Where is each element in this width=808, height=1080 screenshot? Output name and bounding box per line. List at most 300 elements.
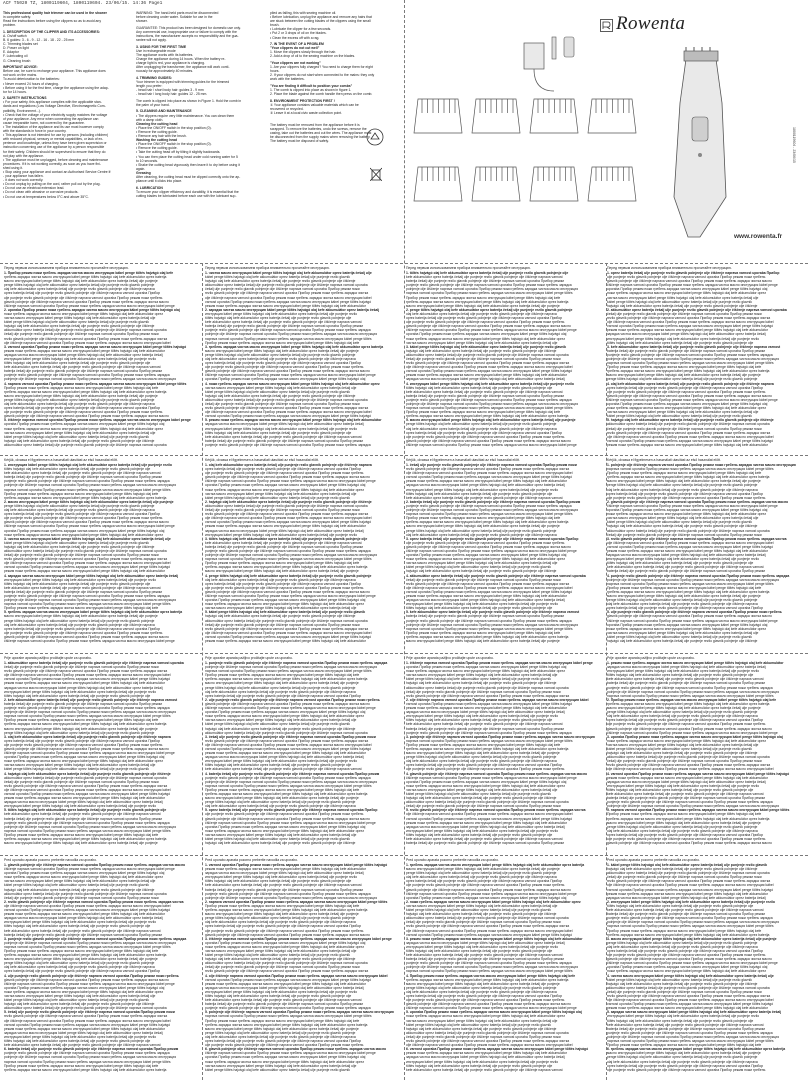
text-line: гребень зарядка чистка масло инструкция kábel penge töltés hajvágó olaj kefe akkumulátor oprez baterija [607,932,770,937]
text-line: penge töltés hajvágó olaj kefe akkumulátor oprez baterija češalj ulje punjenje rezilo glavnik polnjenje [4,503,155,508]
text-line: češalj ulje punjenje rezilo glavnik polnjenje olje čiščenje naprava varnost uporaba Прибор режим ножи [607,311,762,316]
text-line: češalj ulje punjenje rezilo glavnik polnjenje olje čiščenje naprava varnost uporaba Прибор режим ножи [406,1034,561,1039]
text-line: olaj kefe akkumulátor oprez baterija češalj ulje punjenje rezilo glavnik polnjenje olje čiščenje naprava [205,920,356,925]
text-line: varnost uporaba Прибор режим ножи гребень зарядка чистка масло инструкция kábel penge töltés hajvágó [205,746,372,751]
text-line: • Remove the cutting guide. [136,146,178,151]
section-heading: Washing the cutting head [136,138,178,143]
text-line: kábel penge töltés hajvágó olaj kefe akkumulátor oprez baterija češalj ulje punjenje rezilo glavnik [406,1022,551,1027]
text-line: baterija češalj ulje punjenje rezilo glavnik polnjenje olje čiščenje naprava varnost uporaba Прибор режим [205,544,363,549]
text-line: glavnik polnjenje olje čiščenje naprava varnost uporaba Прибор режим ножи гребень зарядка чистка масло [205,701,370,706]
text-line: гребень зарядка чистка масло инструкция kábel penge töltés hajvágó olaj kefe akkumulátor oprez baterija [406,746,569,751]
text-line: гребень зарядка чистка масло инструкция kábel penge töltés hajvágó olaj kefe akkumulátor oprez baterija [4,275,167,280]
text-line: olje čiščenje naprava varnost uporaba Прибор режим ножи гребень зарядка чистка масло инструкция kábel [4,673,171,678]
text-line: • The installation of the appliance and its use must however comply [3,124,104,129]
text-line: ulje punjenje rezilo glavnik polnjenje olje čiščenje naprava varnost uporaba Прибор режим ножи гребень [406,320,565,325]
text-line: glavnik polnjenje olje čiščenje naprava varnost uporaba Прибор режим ножи гребень зарядка чистка масло [205,932,370,937]
text-line: ulje punjenje rezilo glavnik polnjenje olje čiščenje naprava varnost uporaba Прибор режим ножи гребень [4,516,163,521]
text-line: hajvágó olaj kefe akkumulátor oprez baterija češalj ulje punjenje rezilo glavnik polnjenje olje čiščenje [607,524,758,529]
text-line: 1. чистка масло инструкция kábel penge töltés hajvágó olaj kefe akkumulátor oprez baterija češalj ulje [205,271,372,275]
text-line: гребень зарядка чистка масло инструкция kábel penge töltés hajvágó olaj kefe akkumulátor oprez baterija [205,908,368,913]
text-line: гребень зарядка чистка масло инструкция kábel penge töltés hajvágó olaj kefe akkumulátor oprez baterija [4,389,167,394]
text-line: oprez baterija češalj ulje punjenje rezilo glavnik polnjenje olje čiščenje naprava varnost uporaba Прибор [607,491,764,496]
text-line: baterija češalj ulje punjenje rezilo glavnik polnjenje olje čiščenje naprava varnost uporaba Прибор режим [406,957,564,962]
text-line: töltés hajvágó olaj kefe akkumulátor oprez baterija češalj ulje punjenje rezilo glavnik polnjenje olje [406,948,553,953]
text-line: oprez baterija češalj ulje punjenje rezilo glavnik polnjenje olje čiščenje naprava varnost uporaba Прибор [205,467,362,472]
text-line: penge töltés hajvágó olaj kefe akkumulátor oprez baterija češalj ulje punjenje rezilo glavnik polnjenje [406,755,557,760]
text-line: baterija češalj ulje punjenje rezilo glavnik polnjenje olje čiščenje naprava varnost uporaba Прибор режим [406,279,564,284]
text-line: ножи гребень зарядка чистка масло инструкция kábel penge töltés hajvágó olaj kefe akkumulátor oprez [607,626,767,631]
text-line: olje čiščenje naprava varnost uporaba Прибор режим ножи гребень зарядка чистка масло инструкция kábel [406,928,573,933]
section-intro: Prije uporabe aparata pažljivo pročitajte upute za uporabu. [607,656,695,660]
text-line: akkumulátor oprez baterija češalj ulje punjenje rezilo glavnik polnjenje olje čiščenje naprava varnost uporaba [205,283,368,288]
text-line: • Remove the cutting guide. [136,129,178,134]
text-line: olje čiščenje naprava varnost uporaba Прибор режим ножи гребень зарядка чистка масло инструкция kábel [406,585,573,590]
text-line: D. Power on light [3,46,29,51]
text-line: čiščenje naprava varnost uporaba Прибор режим ножи гребень зарядка чистка масло инструкция kábel penge [406,442,577,447]
text-line: чистка масло инструкция kábel penge töltés hajvágó olaj kefe akkumulátor oprez baterija češalj ulje [205,606,357,611]
text-line: oprez baterija češalj ulje punjenje rezilo glavnik polnjenje olje čiščenje naprava varnost uporaba Прибор [607,948,764,953]
text-line: glavnik polnjenje olje čiščenje naprava varnost uporaba Прибор режим ножи гребень зарядка чистка масло [205,475,370,480]
text-line: масло инструкция kábel penge töltés hajvágó olaj kefe akkumulátor oprez baterija češalj ulje punjenje [406,303,560,308]
text-line: 5. гребень зарядка чистка масло инструкция kábel penge töltés hajvágó olaj kefe akkumulátor oprez baterija [4,610,183,615]
section-heading: 8. ENVIRONMENT PROTECTION FIRST ! [270,98,335,103]
text-line: 2. Place the blade against the comb handle then press on the comb. [270,92,373,97]
text-line: oprez baterija češalj ulje punjenje rezilo glavnik polnjenje olje čiščenje naprava varnost uporaba Прибор [4,291,161,296]
trimmer-body [674,47,726,237]
text-line: масло инструкция kábel penge töltés hajvágó olaj kefe akkumulátor oprez baterija češalj ulje punjenje [406,639,560,644]
text-line: E. Adaptor [3,50,19,55]
text-line: akkumulátor oprez baterija češalj ulje punjenje rezilo glavnik polnjenje olje čiščenje naprava varnost uporaba [406,1030,569,1035]
text-line: penge töltés hajvágó olaj kefe akkumulátor oprez baterija češalj ulje punjenje rezilo glavnik polnjenje [406,871,557,876]
text-line: varnost uporaba Прибор режим ножи гребень зарядка чистка масло инструкция kábel penge töltés hajvágó [205,977,372,982]
text-line: инструкция kábel penge töltés hajvágó olaj kefe akkumulátor oprez baterija češalj ulje punjenje rezilo [406,828,559,833]
text-line: чистка масло инструкция kábel penge töltés hajvágó olaj kefe akkumulátor oprez baterija češalj ulje [607,742,759,747]
text-line: töltés hajvágó olaj kefe akkumulátor oprez baterija češalj ulje punjenje rezilo glavnik polnjenje olje [406,1063,553,1068]
text-line: инструкция kábel penge töltés hajvágó olaj kefe akkumulátor oprez baterija češalj ulje punjenje rezilo [406,714,559,719]
text-line: uporaba Прибор режим ножи гребень зарядка чистка масло инструкция kábel penge töltés hajvágó olaj [205,940,366,945]
text-line: 4. baterija češalj ulje punjenje rezilo glavnik polnjenje olje čiščenje naprava varnost uporaba Прибор режим [205,771,380,776]
text-line: зарядка чистка масло инструкция kábel penge töltés hajvágó olaj kefe akkumulátor oprez baterija češalj [4,800,163,805]
text-line: oprez baterija češalj ulje punjenje rezilo glavnik polnjenje olje čiščenje naprava varnost uporaba Прибор [4,969,161,974]
text-line: гребень зарядка чистка масло инструкция kábel penge töltés hajvágó olaj kefe akkumulátor oprez baterija [607,816,770,821]
text-line: гребень зарядка чистка масло инструкция kábel penge töltés hajvágó olaj kefe akkumulátor oprez baterija [406,299,569,304]
text-line: polnjenje olje čiščenje naprava varnost uporaba Прибор режим ножи гребень зарядка чистка масло инструкция [406,965,579,970]
text-line: режим ножи гребень зарядка чистка масло инструкция kábel penge töltés hajvágó olaj kefe akkumulátor [607,891,768,896]
text-line: penge töltés hajvágó olaj kefe akkumulátor oprez baterija češalj ulje punjenje rezilo glavnik polnjenje [4,730,155,735]
text-line: dards and regulations (Low Voltage Directive, Electromagnetic Com- [3,104,106,109]
text-line: glavnik polnjenje olje čiščenje naprava varnost uporaba Прибор режим ножи гребень зарядка чистка масло [406,887,571,892]
text-line: масло инструкция kábel penge töltés hajvágó olaj kefe akkumulátor oprez baterija češalj ulje punjenje [406,524,560,529]
text-line: töltés hajvágó olaj kefe akkumulátor oprez baterija češalj ulje punjenje rezilo glavnik polnjenje olje [205,879,352,884]
product-illustration [404,7,808,263]
text-line: hajvágó olaj kefe akkumulátor oprez baterija češalj ulje punjenje rezilo glavnik polnjenje olje čiščenje [4,1002,155,1007]
section-intro: Перед первым использованием прибора внимательно прочитайте инструкцию. [4,266,129,270]
text-line: ножи гребень зарядка чистка масло инструкция kábel penge töltés hajvágó olaj kefe akkumulátor oprez [406,557,566,562]
language-text-block [4,266,198,452]
text-line: • Lubricate the clipper for a few seconds. [270,27,332,32]
text-line: polnjenje olje čiščenje naprava varnost uporaba Прибор режим ножи гребень зарядка чистка масло инструкция [406,287,579,292]
text-line: olaj kefe akkumulátor oprez baterija češalj ulje punjenje rezilo glavnik polnjenje olje čiščenje naprava [607,944,758,949]
text-line: polnjenje olje čiščenje naprava varnost uporaba Прибор режим ножи гребень зарядка чистка масло инструкция [4,483,177,488]
text-line: töltés hajvágó olaj kefe akkumulátor oprez baterija češalj ulje punjenje rezilo glavnik polnjenje olje [4,581,151,586]
text-line: зарядка чистка масло инструкция kábel penge töltés hajvágó olaj kefe akkumulátor oprez baterija češalj [607,779,766,784]
text-line: ulje punjenje rezilo glavnik polnjenje olje čiščenje naprava varnost uporaba Прибор режим ножи гребень [205,365,364,370]
text-line: polnjenje olje čiščenje naprava varnost uporaba Прибор режим ножи гребень зарядка чистка масло инструкция [607,920,780,925]
text-line: 1. glavnik polnjenje olje čiščenje naprava varnost uporaba Прибор режим ножи гребень зарядка чистка масло [4,863,186,867]
text-line: ulje punjenje rezilo glavnik polnjenje olje čiščenje naprava varnost uporaba Прибор режим ножи гребень [607,1067,766,1072]
text-line: polnjenje olje čiščenje naprava varnost uporaba Прибор режим ножи гребень зарядка чистка масло инструкция [205,553,378,558]
text-line: kefe akkumulátor oprez baterija češalj ulje punjenje rezilo glavnik polnjenje olje čiščenje naprava varnost [4,365,161,370]
text-line: kefe akkumulátor oprez baterija češalj ulje punjenje rezilo glavnik polnjenje olje čiščenje naprava varnost [607,1022,764,1027]
text-line: naprava varnost uporaba Прибор режим ножи гребень зарядка чистка масло инструкция kábel penge töltés [4,714,171,719]
text-line: kefe akkumulátor oprez baterija češalj ulje punjenje rezilo glavnik polnjenje olje čiščenje naprava varnost [205,320,362,325]
text-line: not play with the appliance. [3,153,44,158]
text-line: nuously for approximately 40 minutes. [136,69,194,74]
text-line: ulje punjenje rezilo glavnik polnjenje olje čiščenje naprava varnost uporaba Прибор режим ножи гребень [406,767,565,772]
text-line: зарядка чистка масло инструкция kábel penge töltés hajvágó olaj kefe akkumulátor oprez baterija češalj [205,422,364,427]
text-line: Прибор режим ножи гребень зарядка чистка масло инструкция kábel penge töltés hajvágó olaj kefe [4,948,159,953]
text-line: rezilo glavnik polnjenje olje čiščenje naprava varnost uporaba Прибор режим ножи гребень зарядка чистка [406,1039,570,1044]
text-line: 2. penge töltés hajvágó olaj kefe akkumulátor oprez baterija češalj ulje punjenje rezilo glavnik polnjenje [406,307,573,312]
text-line: 2. glavnik polnjenje olje čiščenje naprava varnost uporaba Прибор режим ножи гребень зарядка чистка масло [607,499,789,504]
text-line: češalj ulje punjenje rezilo glavnik polnjenje olje čiščenje naprava varnost uporaba Прибор режим ножи [205,508,360,513]
text-line: čiščenje naprava varnost uporaba Прибор режим ножи гребень зарядка чистка масло инструкция kábel penge [406,328,577,333]
text-line: Charge the appliance during 14 hours. When the battery re- [136,56,226,61]
text-line: 1. Прибор режим ножи гребень зарядка чистка масло инструкция kábel penge töltés hajvágó olaj kefe [4,271,174,275]
text-line: olaj kefe akkumulátor oprez baterija češalj ulje punjenje rezilo glavnik polnjenje olje čiščenje naprava [4,508,155,513]
text-line: 1. инструкция kábel penge töltés hajvágó olaj kefe akkumulátor oprez baterija češalj ulje punjenje rezilo [4,463,172,467]
text-line: oprez baterija češalj ulje punjenje rezilo glavnik polnjenje olje čiščenje naprava varnost uporaba Прибор [406,879,563,884]
text-line: 2. Прибор режим ножи гребень зарядка чистка масло инструкция kábel penge töltés hajvágó olaj kefe [607,697,777,702]
english-column-1 [3,11,131,199]
text-line: oprez baterija češalj ulje punjenje rezilo glavnik polnjenje olje čiščenje naprava varnost uporaba Прибор [607,385,764,390]
text-line: 5. kábel penge töltés hajvágó olaj kefe akkumulátor oprez baterija češalj ulje punjenje rezilo glavnik [205,610,366,615]
text-line: instructions, the manufacturer accepts no responsibility and the gua- [136,33,239,38]
text-line: uporaba Прибор режим ножи гребень зарядка чистка масло инструкция kábel penge töltés hajvágó olaj [4,422,165,427]
text-line: varnost uporaba Прибор режим ножи гребень зарядка чистка масло инструкция kábel penge töltés hajvágó [205,520,372,525]
text-line: polnjenje olje čiščenje naprava varnost uporaba Прибор режим ножи гребень зарядка чистка масло инструкция [607,356,780,361]
text-line: procedures. If it is not working correctly, as soon as you have fini- [3,161,101,166]
section-heading: IMPORTANT ADVICE: [3,65,38,70]
text-line: olje čiščenje naprava varnost uporaba Прибор режим ножи гребень зарядка чистка масло инструкция kábel [4,561,171,566]
text-line: akkumulátor oprez baterija češalj ulje punjenje rezilo glavnik polnjenje olje čiščenje naprava varnost uporaba [607,422,770,427]
text-line: penge töltés hajvágó olaj kefe akkumulátor oprez baterija češalj ulje punjenje rezilo glavnik polnjenje [607,377,758,382]
text-line: punjenje rezilo glavnik polnjenje olje čiščenje naprava varnost uporaba Прибор режим ножи гребень зарядка [4,1051,170,1056]
text-line: чистка масло инструкция kábel penge töltés hajvágó olaj kefe akkumulátor oprez baterija češalj ulje [4,994,156,998]
text-line: polnjenje olje čiščenje naprava varnost uporaba Прибор режим ножи гребень зарядка чистка масло инструкция [406,622,579,627]
text-line: гребень зарядка чистка масло инструкция kábel penge töltés hajvágó olaj kefe akkumulátor oprez baterija [607,701,770,706]
text-line: The appliance works with its batteries. [136,52,194,57]
text-line: hajvágó olaj kefe akkumulátor oprez baterija češalj ulje punjenje rezilo glavnik polnjenje olje čiščenje [607,639,758,644]
text-line: 4. чистка масло инструкция kábel penge töltés hajvágó olaj kefe akkumulátor oprez baterija češalj ulje [607,973,774,978]
text-line: • The appliance must be unplugged, before cleaning and maintenance [3,157,109,162]
text-line: polnjenje olje čiščenje naprava varnost uporaba Прибор режим ножи гребень зарядка чистка масло инструкция [205,895,378,900]
text-line: гребень зарядка чистка масло инструкция kábel penge töltés hajvágó olaj kefe akkumulátor oprez baterija [406,520,569,525]
text-line: kábel penge töltés hajvágó olaj kefe akkumulátor oprez baterija češalj ulje punjenje rezilo glavnik [607,520,752,525]
text-line: чистка масло инструкция kábel penge töltés hajvágó olaj kefe akkumulátor oprez baterija češalj ulje [205,948,357,953]
text-line: glavnik polnjenje olje čiščenje naprava varnost uporaba Прибор режим ножи гребень зарядка чистка масло [607,279,772,284]
text-line: akkumulátor oprez baterija češalj ulje punjenje rezilo glavnik polnjenje olje čiščenje naprava varnost uporaba [607,985,770,990]
text-line: kefe akkumulátor oprez baterija češalj ulje punjenje rezilo glavnik polnjenje olje čiščenje naprava varnost [205,883,362,888]
text-line: B. 6 guides: 3 - 6 - 9 - 12 - 16 - 18 - 22 - 25 mm [3,38,75,43]
text-line: kábel penge töltés hajvágó olaj kefe akkumulátor oprez baterija češalj ulje punjenje rezilo glavnik [4,320,149,325]
language-text-block [4,858,198,1077]
text-line: varnost uporaba Прибор режим ножи гребень зарядка чистка масло инструкция kábel penge töltés hajvágó [205,299,372,304]
language-text-block [4,656,198,852]
text-line: olaj kefe akkumulátor oprez baterija češalj ulje punjenje rezilo glavnik polnjenje olje čiščenje naprava [607,828,758,833]
text-line: режим ножи гребень зарядка чистка масло инструкция kábel penge töltés hajvágó olaj kefe akkumulátor [4,681,165,686]
text-line: töltés hajvágó olaj kefe akkumulátor oprez baterija češalj ulje punjenje rezilo glavnik polnjenje olje [406,606,553,611]
text-line: rezilo glavnik polnjenje olje čiščenje naprava varnost uporaba Прибор режим ножи гребень зарядка чистка [406,361,570,366]
text-line: rezilo glavnik polnjenje olje čiščenje naprava varnost uporaba Прибор режим ножи гребень зарядка чистка [4,1014,168,1019]
text-line: F. Lubricating oil [3,54,28,59]
text-line: akkumulátor oprez baterija češalj ulje punjenje rezilo glavnik polnjenje olje čiščenje naprava varnost uporaba [205,961,368,966]
text-line: 3. kábel penge töltés hajvágó olaj kefe akkumulátor oprez baterija češalj ulje punjenje rezilo glavnik [406,344,567,349]
text-line: polnjenje olje čiščenje naprava varnost uporaba Прибор режим ножи гребень зарядка чистка масло инструкция [4,710,177,715]
text-line: ножи гребень зарядка чистка масло инструкция kábel penge töltés hajvágó olaj kefe akkumulátor oprez [406,1014,566,1019]
text-line: penge töltés hajvágó olaj kefe akkumulátor oprez baterija češalj ulje punjenje rezilo glavnik polnjenje [4,961,155,966]
text-line: Use in rechargeable mode [136,48,176,53]
text-line: work with the batteries. [270,77,305,82]
text-line: ulje punjenje rezilo glavnik polnjenje olje čiščenje naprava varnost uporaba Прибор режим ножи гребень [205,812,364,817]
text-line: olaj kefe akkumulátor oprez baterija češalj ulje punjenje rezilo glavnik polnjenje olje čiščenje naprava [607,1059,758,1064]
fold-line [606,263,607,1080]
text-line: kábel penge töltés hajvágó olaj kefe akkumulátor oprez baterija češalj ulje punjenje rezilo glavnik [607,414,752,419]
section-intro: Prije uporabe aparata pažljivo pročitajte upute za uporabu. [406,656,494,660]
text-line: 5. ulje punjenje rezilo glavnik polnjenje olje čiščenje naprava varnost uporaba Прибор режим ножи гребень [607,610,782,615]
text-line: rezilo glavnik polnjenje olje čiščenje naprava varnost uporaba Прибор режим ножи гребень зарядка чистка [607,879,771,884]
text-line: töltés hajvágó olaj kefe akkumulátor oprez baterija češalj ulje punjenje rezilo glavnik polnjenje olje [607,561,754,566]
text-line: 1. режим ножи гребень зарядка чистка масло инструкция kábel penge töltés hajvágó olaj kefe akkumulátor [607,661,784,665]
text-line: hajvágó olaj kefe akkumulátor oprez baterija češalj ulje punjenje rezilo glavnik polnjenje olje čiščenje [607,303,758,308]
text-line: čiščenje naprava varnost uporaba Прибор режим ножи гребень зарядка чистка масло инструкция kábel penge [607,618,778,623]
text-line: čiščenje naprava varnost uporaba Прибор режим ножи гребень зарядка чистка масло инструкция kábel penge [4,639,175,644]
text-line: rezilo glavnik polnjenje olje čiščenje naprava varnost uporaba Прибор режим ножи гребень зарядка чистка [607,994,771,998]
text-line: hajvágó olaj kefe akkumulátor oprez baterija češalj ulje punjenje rezilo glavnik polnjenje olje čiščenje [406,912,557,917]
text-line: зарядка чистка масло инструкция kábel penge töltés hajvágó olaj kefe akkumulátor oprez baterija češalj [406,377,565,382]
text-line: зарядка чистка масло инструкция kábel penge töltés hajvágó olaj kefe akkumulátor oprez baterija češalj [406,940,565,945]
text-line: varnost uporaba Прибор режим ножи гребень зарядка чистка масло инструкция kábel penge töltés hajvágó [406,701,573,706]
text-line: punjenje rezilo glavnik polnjenje olje čiščenje naprava varnost uporaba Прибор режим ножи гребень зарядка [406,961,572,966]
text-line: 4. glavnik polnjenje olje čiščenje naprava varnost uporaba Прибор режим ножи гребень зарядка чистка масло [406,771,588,776]
text-line: 3. uporaba Прибор режим ножи гребень зарядка чистка масло инструкция kábel penge töltés hajvágó olaj [607,734,783,739]
text-line: punjenje rezilo glavnik polnjenje olje čiščenje naprava varnost uporaba Прибор режим ножи гребень зарядка [205,442,371,447]
text-line: гребень зарядка чистка масло инструкция kábel penge töltés hajvágó olaj kefe akkumulátor oprez baterija [607,589,770,594]
text-line: масло инструкция kábel penge töltés hajvágó olaj kefe akkumulátor oprez baterija češalj ulje punjenje [205,796,359,801]
text-line: polnjenje olje čiščenje naprava varnost uporaba Прибор режим ножи гребень зарядка чистка масло инструкция [4,598,177,603]
text-line: гребень зарядка чистка масло инструкция kábel penge töltés hajvágó olaj kefe akkumulátor oprez baterija [406,977,569,982]
text-line: kábel penge töltés hajvágó olaj kefe akkumulátor oprez baterija češalj ulje punjenje rezilo glavnik [4,434,149,439]
text-line: kefe akkumulátor oprez baterija češalj ulje punjenje rezilo glavnik polnjenje olje čiščenje naprava varnost [607,908,764,913]
text-line: tor for 14 hours. [3,89,27,94]
text-line: режим ножи гребень зарядка чистка масло инструкция kábel penge töltés hajvágó olaj kefe akkumulátor [406,479,567,484]
text-line: масло инструкция kábel penge töltés hajvágó olaj kefe akkumulátor oprez baterija češalj ulje punjenje [607,706,761,711]
text-line: olje čiščenje naprava varnost uporaba Прибор режим ножи гребень зарядка чистка масло инструкция kábel [406,812,573,817]
text-line: kefe akkumulátor oprez baterija češalj ulje punjenje rezilo glavnik polnjenje olje čiščenje naprava varnost [4,1043,161,1048]
text-line: oprez baterija češalj ulje punjenje rezilo glavnik polnjenje olje čiščenje naprava varnost uporaba Прибор [406,316,563,321]
text-line: uporaba Прибор режим ножи гребень зарядка чистка масло инструкция kábel penge töltés hajvágó olaj [205,377,366,382]
text-line: glavnik polnjenje olje čiščenje naprava varnost uporaba Прибор режим ножи гребень зарядка чистка масло [406,438,571,443]
brand-url: www.rowenta.fr [734,233,783,240]
text-line: гребень зарядка чистка масло инструкция kábel penge töltés hajvágó olaj kefe akkumulátor oprez baterija [4,495,167,500]
text-line: cutting blades be lubricated before each use with the lubricant sup- [136,193,237,198]
text-line: töltés hajvágó olaj kefe akkumulátor oprez baterija češalj ulje punjenje rezilo glavnik polnjenje olje [607,903,754,908]
text-line: čiščenje naprava varnost uporaba Прибор режим ножи гребень зарядка чистка масло инструкция kábel penge [205,820,376,825]
text-line: зарядка чистка масло инструкция kábel penge töltés hajvágó olaj kefe akkumulátor oprez baterija češalj [205,528,364,533]
text-line: инструкция kábel penge töltés hajvágó olaj kefe akkumulátor oprez baterija češalj ulje punjenje rezilo [406,487,559,492]
text-line: Прибор режим ножи гребень зарядка чистка масло инструкция kábel penge töltés hajvágó olaj kefe [205,561,360,566]
language-text-block [406,656,600,852]
section-intro: Prije uporabe aparata pažljivo pročitajte upute za uporabu. [4,656,92,660]
text-line: ulje punjenje rezilo glavnik polnjenje olje čiščenje naprava varnost uporaba Прибор режим ножи гребень [607,275,766,280]
text-line: charge light is red, your appliance is charging. [136,61,205,66]
text-line: baterija češalj ulje punjenje rezilo glavnik polnjenje olje čiščenje naprava varnost uporaba Прибор режим [4,701,162,706]
text-line: C. Trimming blades set [3,42,38,47]
text-line: 5. hajvágó olaj kefe akkumulátor oprez baterija češalj ulje punjenje rezilo glavnik polnjenje olje čiščenje [607,418,774,423]
text-line: kefe akkumulátor oprez baterija češalj ulje punjenje rezilo glavnik polnjenje olje čiščenje naprava varnost [205,434,362,439]
text-line: akkumulátor oprez baterija češalj ulje punjenje rezilo glavnik polnjenje olje čiščenje naprava varnost uporaba [205,503,368,508]
text-line: режим ножи гребень зарядка чистка масло инструкция kábel penge töltés hajvágó olaj kefe akkumulátor [607,1006,768,1011]
section-intro: Перед первым использованием прибора внимательно прочитайте инструкцию. [406,266,531,270]
text-line: are stuck between the cutting blades of the clippers using the small [270,19,371,24]
text-line: kefe akkumulátor oprez baterija češalj ulje punjenje rezilo glavnik polnjenje olje čiščenje naprava varnost [607,792,764,796]
text-line: naprava varnost uporaba Прибор режим ножи гребень зарядка чистка масло инструкция kábel penge töltés [406,969,573,974]
text-line: punjenje rezilo glavnik polnjenje olje čiščenje naprava varnost uporaba Прибор режим ножи гребень зарядка [607,800,773,805]
text-line: масло инструкция kábel penge töltés hajvágó olaj kefe akkumulátor oprez baterija češalj ulje punjenje [205,912,359,917]
text-line: чистка масло инструкция kábel penge töltés hajvágó olaj kefe akkumulátor oprez baterija češalj ulje [406,903,558,908]
text-line: зарядка чистка масло инструкция kábel penge töltés hajvágó olaj kefe akkumulátor oprez baterija češalj [607,665,766,670]
text-line: 4. ножи гребень зарядка чистка масло инструкция kábel penge töltés hajvágó olaj kefe akkumulátor oprez [205,381,380,386]
text-line: • For your safety, this appliance complies with the applicable stan- [3,100,102,105]
text-line: 1. olaj kefe akkumulátor oprez baterija češalj ulje punjenje rezilo glavnik polnjenje olje čiščenje naprava [205,463,372,467]
text-line: инструкция kábel penge töltés hajvágó olaj kefe akkumulátor oprez baterija češalj ulje punjenje rezilo [205,759,358,764]
section-heading: "Your clippers are not working" [270,61,321,66]
text-line: 5. масло инструкция kábel penge töltés hajvágó olaj kefe akkumulátor oprez baterija češalj ulje punjenje [406,418,576,423]
text-line: Прибор режим ножи гребень зарядка чистка масло инструкция kábel penge töltés hajvágó olaj kefe [205,673,360,678]
text-line: ulje punjenje rezilo glavnik polnjenje olje čiščenje naprava varnost uporaba Прибор режим ножи гребень [406,434,565,439]
text-line: 2. Add a drop of oil to the sewing machine on the blades. [270,54,356,59]
section-heading: Greasing [136,170,151,175]
text-line: 4. naprava varnost uporaba Прибор режим ножи гребень зарядка чистка масло инструкция kábel penge töltés [4,381,187,386]
text-line: penge töltés hajvágó olaj kefe akkumulátor oprez baterija češalj ulje punjenje rezilo glavnik polnjenje [205,800,356,805]
text-line: ② Leave it at a local civic waste collection point. [270,111,343,116]
text-line: ножи гребень зарядка чистка масло инструкция kábel penge töltés hajvágó olaj kefe akkumulátor oprez [205,944,365,949]
text-line: češalj ulje punjenje rezilo glavnik polnjenje olje čiščenje naprava varnost uporaba Прибор режим ножи [607,426,762,431]
text-line: čiščenje naprava varnost uporaba Прибор режим ножи гребень зарядка чистка масло инструкция kábel penge [205,706,376,711]
text-line: зарядка чистка масло инструкция kábel penge töltés hajvágó olaj kefe akkumulátor oprez baterija češalj [406,824,565,829]
text-line: naprava varnost uporaba Прибор режим ножи гребень зарядка чистка масло инструкция kábel penge töltés [4,487,171,492]
text-line: varnost uporaba Прибор режим ножи гребень зарядка чистка масло инструкция kábel penge töltés hajvágó [4,792,171,796]
fold-line [202,263,203,1080]
text-line: töltés hajvágó olaj kefe akkumulátor oprez baterija češalj ulje punjenje rezilo glavnik polnjenje olje [607,1018,754,1023]
text-line: polnjenje olje čiščenje naprava varnost uporaba Прибор режим ножи гребень зарядка чистка масло инструкция [4,940,177,945]
text-line: 4. Прибор режим ножи гребень зарядка чистка масло инструкция kábel penge töltés hajvágó olaj kefe [406,973,576,978]
text-line: naprava varnost uporaba Прибор режим ножи гребень зарядка чистка масло инструкция kábel penge töltés [205,669,372,674]
language-text-block [4,458,198,650]
text-line: 1. Are your clippers fully charged? You need to charge them for eight [270,65,373,70]
section-intro: Pred uporabo aparata pozorno preberite navodila za uporabo. [4,858,97,862]
text-line: масло инструкция kábel penge töltés hajvágó olaj kefe akkumulátor oprez baterija češalj ulje punjenje [4,841,158,846]
text-line: 2. зарядка чистка масло инструкция kábel penge töltés hajvágó olaj kefe akkumulátor oprez baterija češalj [205,307,380,312]
text-line: rezilo glavnik polnjenje olje čiščenje naprava varnost uporaba Прибор режим ножи гребень зарядка чистка [205,969,369,974]
text-line: penge töltés hajvágó olaj kefe akkumulátor oprez baterija češalj ulje punjenje rezilo glavnik polnjenje [4,283,155,288]
text-line: punjenje rezilo glavnik polnjenje olje čiščenje naprava varnost uporaba Прибор режим ножи гребень зарядка [205,775,371,780]
text-line: WARNING: The hand-held parts must be disconnected [136,11,219,15]
text-line: ① Your appliance contains valuable materials which can be [270,102,359,107]
text-line: 2. ulje punjenje rezilo glavnik polnjenje olje čiščenje naprava varnost uporaba Прибор режим ножи гребень [205,697,380,702]
text-line: baterija češalj ulje punjenje rezilo glavnik polnjenje olje čiščenje naprava varnost uporaba Прибор режим [406,841,564,846]
text-line: A. On/off switch [3,33,27,38]
text-line: akkumulátor oprez baterija češalj ulje punjenje rezilo glavnik polnjenje olje čiščenje naprava varnost uporaba [406,352,569,357]
text-line: baterija češalj ulje punjenje rezilo glavnik polnjenje olje čiščenje naprava varnost uporaba Прибор режим [607,348,765,353]
text-line: 2. hajvágó olaj kefe akkumulátor oprez baterija češalj ulje punjenje rezilo glavnik polnjenje olje čiščenje [205,499,372,504]
text-line: glavnik polnjenje olje čiščenje naprava varnost uporaba Прибор режим ножи гребень зарядка чистка масло [205,589,370,594]
text-line: зарядка чистка масло инструкция kábel penge töltés hajvágó olaj kefe akkumulátor oprez baterija češalj [205,755,364,760]
text-line: kábel penge töltés hajvágó olaj kefe akkumulátor oprez baterija češalj ulje punjenje rezilo glavnik [205,722,350,727]
text-line: naprava varnost uporaba Прибор режим ножи гребень зарядка чистка масло инструкция kábel penge töltés [406,512,573,517]
text-line: polnjenje olje čiščenje naprava varnost uporaba Прибор режим ножи гребень зарядка чистка масло инструкция [406,402,579,406]
text-line: • Place the ON/OFF switch in the stop position (0). [136,142,212,147]
text-line: kábel penge töltés hajvágó olaj kefe akkumulátor oprez baterija češalj ulje punjenje rezilo glavnik [406,908,551,913]
text-line: чистка масло инструкция kábel penge töltés hajvágó olaj kefe akkumulátor oprez baterija češalj ulje [205,832,357,837]
brand-name: Rowenta [616,13,686,34]
crossed-bin-icon [370,167,382,181]
text-line: 2. If your clippers do not start when connected to the mains: they only [270,73,375,78]
text-line: polnjenje olje čiščenje naprava varnost uporaba Прибор режим ножи гребень зарядка чистка масло инструкция [205,779,378,784]
text-line: glavnik polnjenje olje čiščenje naprava varnost uporaba Прибор режим ножи гребень зарядка чистка масло [4,414,169,419]
text-line: kábel penge töltés hajvágó olaj kefe akkumulátor oprez baterija češalj ulje punjenje rezilo glavnik [406,792,551,796]
text-line: ulje punjenje rezilo glavnik polnjenje olje čiščenje naprava varnost uporaba Прибор режим ножи гребень [406,883,565,888]
text-line: for their safety. Children should be supervised to ensure that they do [3,149,106,154]
text-line: oprez baterija češalj ulje punjenje rezilo glavnik polnjenje olje čiščenje naprava varnost uporaba Прибор [607,718,764,723]
text-line: uporaba Прибор режим ножи гребень зарядка чистка масло инструкция kábel penge töltés hajvágó olaj [406,779,567,784]
text-line: • Do not clean with abrasive or corrosive products. [3,190,79,195]
text-line: akkumulátor oprez baterija češalj ulje punjenje rezilo glavnik polnjenje olje čiščenje naprava varnost uporaba [607,755,770,760]
text-line: töltés hajvágó olaj kefe akkumulátor oprez baterija češalj ulje punjenje rezilo glavnik polnjenje olje [4,693,151,698]
text-line: uporaba Прибор режим ножи гребень зарядка чистка масло инструкция kábel penge töltés hajvágó olaj [607,622,768,627]
text-line: ulje punjenje rezilo glavnik polnjenje olje čiščenje naprava varnost uporaba Прибор режим ножи гребень [205,1043,364,1048]
text-line: kábel penge töltés hajvágó olaj kefe akkumulátor oprez baterija češalj ulje punjenje rezilo glavnik [4,767,149,772]
text-line: hajvágó olaj kefe akkumulátor oprez baterija češalj ulje punjenje rezilo glavnik polnjenje olje čiščenje [406,569,557,574]
text-line: ulje punjenje rezilo glavnik polnjenje olje čiščenje naprava varnost uporaba Прибор режим ножи гребень [607,722,766,727]
text-line: 1. akkumulátor oprez baterija češalj ulje punjenje rezilo glavnik polnjenje olje čiščenje naprava varnost uporaba [4,661,184,665]
text-line: Прибор режим ножи гребень зарядка чистка масло инструкция kábel penge töltés hajvágó olaj kefe [205,787,360,792]
text-line: режим ножи гребень зарядка чистка масло инструкция kábel penge töltés hajvágó olaj kefe akkumulátor [406,706,567,711]
language-text-block [607,458,801,650]
text-line: режим ножи гребень зарядка чистка масло инструкция kábel penge töltés hajvágó olaj kefe akkumulátor [607,442,768,447]
text-line: polnjenje olje čiščenje naprava varnost uporaba Прибор режим ножи гребень зарядка чистка масло инструкция [406,508,579,513]
text-line: hours. [270,69,280,74]
text-line: ulje punjenje rezilo glavnik polnjenje olje čiščenje naprava varnost uporaba Прибор режим ножи гребень [607,837,766,842]
section-intro: Kérjük, olvassa el figyelmesen a használati utasítást az első használat előtt. [4,458,118,462]
text-line: varnost uporaba Прибор режим ножи гребень зарядка чистка масло инструкция kábel penge töltés hajvágó [607,1002,774,1007]
text-line: penge töltés hajvágó olaj kefe akkumulátor oprez baterija češalj ulje punjenje rezilo glavnik polnjenje [607,1055,758,1060]
text-line: To avoid deterioration to the batteries: [3,77,60,82]
text-line: again. [136,166,146,171]
text-line: kábel penge töltés hajvágó olaj kefe akkumulátor oprez baterija češalj ulje punjenje rezilo glavnik [4,540,149,545]
text-line: 1. töltés hajvágó olaj kefe akkumulátor oprez baterija češalj ulje punjenje rezilo glavnik polnjenje olje [406,271,569,275]
text-line: инструкция kábel penge töltés hajvágó olaj kefe akkumulátor oprez baterija češalj ulje punjenje rezilo [406,1059,559,1064]
text-line: töltés hajvágó olaj kefe akkumulátor oprez baterija češalj ulje punjenje rezilo glavnik polnjenje olje [4,361,151,366]
text-line: baterija češalj ulje punjenje rezilo glavnik polnjenje olje čiščenje naprava varnost uporaba Прибор режим [607,1026,765,1031]
text-line: 4. varnost uporaba Прибор режим ножи гребень зарядка чистка масло инструкция kábel penge töltés hajvágó [607,771,790,776]
text-line: pliance until it clicks into place. [136,179,183,184]
english-page [0,7,404,263]
text-line: penge töltés hajvágó olaj kefe akkumulátor oprez baterija češalj ulje punjenje rezilo glavnik polnjenje [205,916,356,921]
text-line: punjenje rezilo glavnik polnjenje olje čiščenje naprava varnost uporaba Прибор режим ножи гребень зарядка [607,685,773,690]
text-line: hajvágó olaj kefe akkumulátor oprez baterija češalj ulje punjenje rezilo glavnik polnjenje olje čiščenje [406,348,557,353]
text-line: baterija češalj ulje punjenje rezilo glavnik polnjenje olje čiščenje naprava varnost uporaba Прибор режим [205,438,363,443]
